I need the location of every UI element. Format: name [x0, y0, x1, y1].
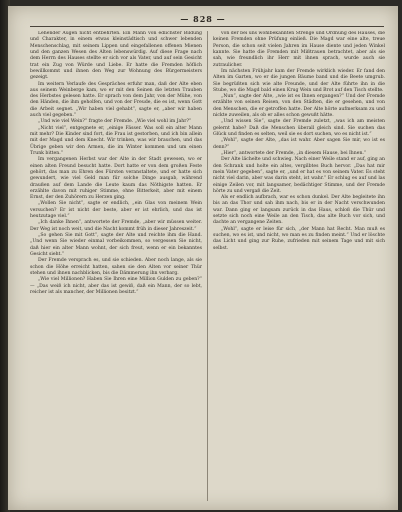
paragraph: „Nun“, sagte der Alte, „wie ist es Ihnen ergangen?“ Und der Fremde erzählte von seinen Reisen, von den Städten, die er gesehen, und von den Menschen, die er getroffen hatte. Der Alte hörte aufmerksam zu und nickte zuweilen, als ob er alles schon gewußt hätte. [213, 94, 385, 119]
page-number: — 828 — [180, 14, 226, 24]
paragraph: „Ich danke Ihnen“, antwortete der Fremde, „aber wir müssen weiter. Der Weg ist noch weit, und die Nacht kommt früh in dieser Jahreszeit.“ [30, 220, 202, 232]
paragraph: Im vergangenen Herbst war der Alte in der Stadt gewesen, wo er einen alten Freund besucht hatte. Dort hatte er von dem großen Feste gehört, das man zu Ehren des Fürsten veranstaltete, und er hatte sich gewundert, wie viel Geld man für solche Dinge ausgab, während draußen auf dem Lande die Leute kaum das Nöthigste hatten. Er erzählte davon mit ruhiger Stimme, ohne Bitterkeit, aber mit einem Ernst, der den Zuhörern zu Herzen ging. [30, 157, 202, 201]
paragraph: „Nicht viel“, entgegnete er, „einige Fässer. Was soll ein alter Mann mit mehr? Die Kinder sind fort, die Frau ist gestorben, und ich bin allein mit der Magd und dem Knecht. Wir trinken, was wir brauchen, und das Übrige geben wir den Armen, die im Winter kommen und um einen Trunk bitten.“ [30, 125, 202, 156]
column-divider [207, 31, 208, 501]
book-page [8, 6, 398, 510]
paragraph: „Wollen Sie nicht“, sagte er endlich, „ein Glas von meinem Wein versuchen? Er ist nicht der beste, aber er ist ehrlich, und das ist heutzutage viel.“ [30, 201, 202, 220]
right-column [213, 31, 385, 501]
paragraph: Der Alte lächelte und schwieg. Nach einer Weile stand er auf, ging an den Schrank und holte ein altes, vergilbtes Buch hervor. „Das hat mir mein Vater gegeben“, sagte er, „und er hat es von seinem Vater. Es steht nicht viel darin, aber was darin steht, ist wahr.“ Er schlug es auf und las einige Zeilen vor, mit langsamer, bedächtiger Stimme, und der Fremde hörte zu und vergaß die Zeit. [213, 157, 385, 194]
paragraph: Als er endlich aufbrach, war es schon dunkel. Der Alte begleitete ihn bis an das Thor und sah ihm nach, bis er in der Nacht verschwunden war. Dann ging er langsam zurück in das Haus, schloß die Thür und setzte sich noch eine Weile an den Tisch, das alte Buch vor sich, und dachte an vergangene Zeiten. [213, 195, 385, 226]
left-column [30, 31, 202, 501]
paragraph: „Wie viel Millionen? Haben Sie Ihren eine Million Gulden zu geben?“ — „Das weiß ich nicht, aber das ist gewiß, daß ein Mann, der so lebt, reicher ist als mancher, der Millionen besitzt.“ [30, 277, 202, 295]
paragraph: „Wohl“, sagte der Alte, „das ist wahr. Aber sagen Sie mir, wo ist es denn?“ [213, 138, 385, 150]
paragraph: Der Fremde versprach es, und sie schieden. Aber noch lange, als sie schon die Höhe erreicht hatten, sahen sie den Alten vor seiner Thür stehen und ihnen nachblicken, bis die Dämmerung ihn verbarg. [30, 258, 202, 276]
header-rule [30, 26, 384, 27]
paragraph: „Und wie viel Wein?“ fragte der Fremde. „Wie viel wohl im Jahr?“ [38, 119, 192, 125]
paragraph: Im weitern Verlaufe des Gespräches erfuhr man, daß der Alte eben aus seinem Weinberge kam, wo er mit den Seinen die letzten Trauben des Herbstes gelesen hatte. Er sprach von dem Jahr, von der Mühe, von den Händen, die ihm geholfen, und von der Freude, die es ist, wenn Gott die Arbeit segnet. „Wir haben viel gehabt“, sagte er, „aber wir haben auch viel gegeben.“ [30, 81, 202, 119]
paragraph: „Wohl“, sagte er leise für sich, „der Mann hat Recht. Man muß es suchen, wo es ist, und nicht, wo man es zu finden meint.“ Und er löschte das Licht und ging zur Ruhe, zufrieden mit seinem Tage und mit sich selbst. [213, 226, 385, 251]
paragraph: „Und wissen Sie“, sagte der Fremde zuletzt, „was ich am meisten gelernt habe? Daß die Menschen überall gleich sind. Sie suchen das Glück und finden es selten, weil sie es dort suchen, wo es nicht ist.“ [213, 119, 385, 137]
paragraph: Im nächsten Frühjahr kam der Fremde wirklich wieder. Er fand den Alten im Garten, wo er die jungen Bäume band und die Beete umgrub. Sie begrüßten sich wie alte Freunde, und der Alte führte ihn in die Stube, wo die Magd bald einen Krug Wein und Brot auf den Tisch stellte. [213, 68, 385, 93]
paragraph: „Hier“, antwortete der Fremde, „in diesem Hause, bei Ihnen.“ [221, 150, 367, 156]
paragraph: „So gehen Sie mit Gott“, sagte der Alte und reichte ihm die Hand. „Und wenn Sie wieder einmal vorbeikommen, so vergessen Sie nicht, daß hier ein alter Mann wohnt, der sich freut, wenn er ein bekanntes Gesicht sieht.“ [30, 233, 202, 257]
paragraph: von der bei uns wohlbekannten Strenge und Ordnung des Hauses, die keinen Fremden ohne Prüfung einließ. Die Magd war eine alte, treue Person, die schon seit vielen Jahren im Hause diente und jeden Winkel kannte. Sie hatte die Fremden mit Mißtrauen betrachtet, aber als sie sah, wie freundlich ihr Herr mit ihnen sprach, wurde auch sie zutraulicher. [213, 31, 385, 68]
paragraph: Lehender Augen nicht entbehrten. Ein Mann von edlichster Bildung und Charakter, in einem etwas kleinstädtisch und schwer lebenden Menschenschlag, mit seinem Lippen und eingefallenen offenen Mienen und den ganzen Wesen des Alten lebenswürdig. Auf diese Frage nach dem Herrn des Hauses stellte er sich vor als Vater, und auf sein Gesicht trat ein Zug von Würde und Liebe. Er hatte die Fremden höflich bewillkommt und ihnen den Weg zur Wohnung des Bürgermeisters gezeigt. [30, 31, 202, 81]
